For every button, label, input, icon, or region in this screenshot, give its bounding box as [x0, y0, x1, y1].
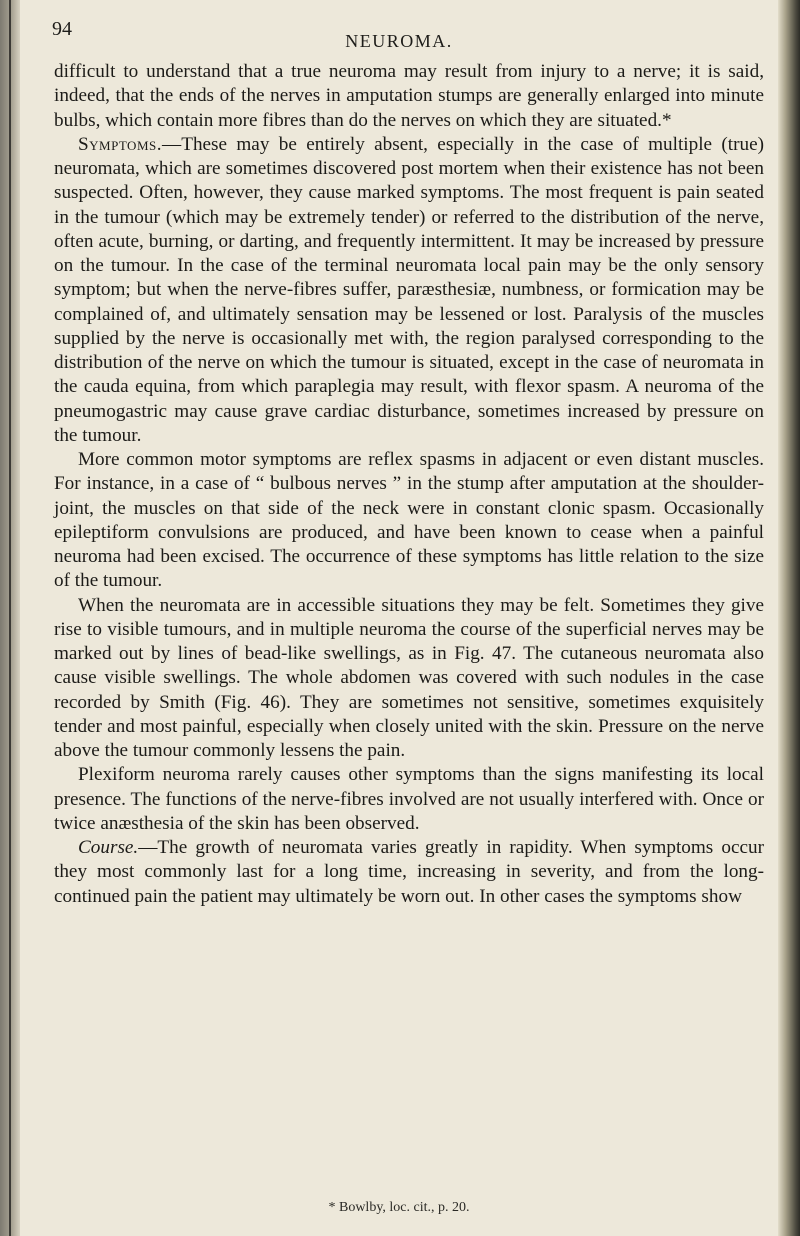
paragraph-1 — [54, 60, 764, 133]
page-number: 94 — [52, 18, 72, 40]
paragraph-motor-symptoms-text: More common motor symptoms are reflex spasms in adjacent or even distant muscles. For instance, in a case of “ bulbous nerves ” in the stump after amputation at the shoulder-joint, the muscles on that side of the neck were in constant clonic spasm. Occasionally epileptiform convulsions are produced, and have been known to cease when a painful neuroma had been excised. The occurrence of these symptoms has little relation to the size of the tumour. — [54, 449, 764, 592]
paragraph-course — [54, 836, 764, 909]
scan-right-edge — [778, 0, 800, 1236]
paragraph-visible-tumours — [54, 594, 764, 764]
section-heading-course: Course. — [78, 837, 139, 858]
paragraph-1-text: difficult to understand that a true neuroma may result from injury to a nerve; it is said, indeed, that the ends of the nerves in amputation stumps are generally enlarged into minute bulbs, which contain more fibres than do the nerves on which they are situated.* — [54, 61, 764, 131]
book-page — [20, 0, 778, 1236]
paragraph-course-text: —The growth of neuromata varies greatly in rapidity. When symptoms occur they most commonly last for a long time, increasing in severity, and from the long-continued pain the patient may ultimately be worn out. In other cases the symptoms show — [54, 837, 764, 907]
paragraph-motor-symptoms — [54, 448, 764, 594]
paragraph-symptoms — [54, 133, 764, 448]
paragraph-symptoms-text: —These may be entirely absent, especially in the case of multiple (true) neuromata, which are sometimes discovered post mortem when their existence has not been suspected. Often, however, they cause marked symptoms. The most frequent is pain seated in the tumour (which may be extremely tender) or referred to the distribution of the nerve, often acute, burning, or darting, and frequently intermittent. It may be increased by pressure on the tumour. In the case of the terminal neuromata local pain may be the only sensory symptom; but when the nerve-fibres suffer, paræsthesiæ, numbness, or formication may be complained of, and ultimately sensation may be lessened or lost. Paralysis of the muscles supplied by the nerve is occasionally met with, the region paralysed corresponding to the distribution of the nerve on which the tumour is situated, except in the case of neuromata in the cauda equina, from which paraplegia may result, with flexor spasm. A neuroma of the pneumogastric may cause grave cardiac disturbance, sometimes increased by pressure on the tumour. — [54, 133, 764, 446]
paragraph-plexiform — [54, 763, 764, 836]
binding-line — [9, 0, 11, 1236]
paragraph-plexiform-text: Plexiform neuroma rarely causes other symptoms than the signs manifesting its local presence. The functions of the nerve-fibres involved are not usually interfered with. Once or twice anæsthesia of the skin has been observed. — [54, 764, 764, 834]
footnote: * Bowlby, loc. cit., p. 20. — [328, 1200, 470, 1215]
paragraph-visible-tumours-text: When the neuromata are in accessible situations they may be felt. Sometimes they give rise to visible tumours, and in multiple neuroma the course of the superficial nerves may be marked out by lines of bead-like swellings, as in Fig. 47. The cutaneous neuromata also cause visible swellings. The whole abdomen was covered with such nodules in the case recorded by Smith (Fig. 46). They are sometimes not sensitive, sometimes exquisitely tender and most painful, especially when closely united with the skin. Pressure on the nerve above the tumour commonly lessens the pain. — [54, 594, 764, 761]
running-head: NEUROMA. — [345, 31, 453, 51]
section-heading-symptoms: Symptoms. — [78, 133, 163, 155]
body-text — [54, 60, 764, 909]
